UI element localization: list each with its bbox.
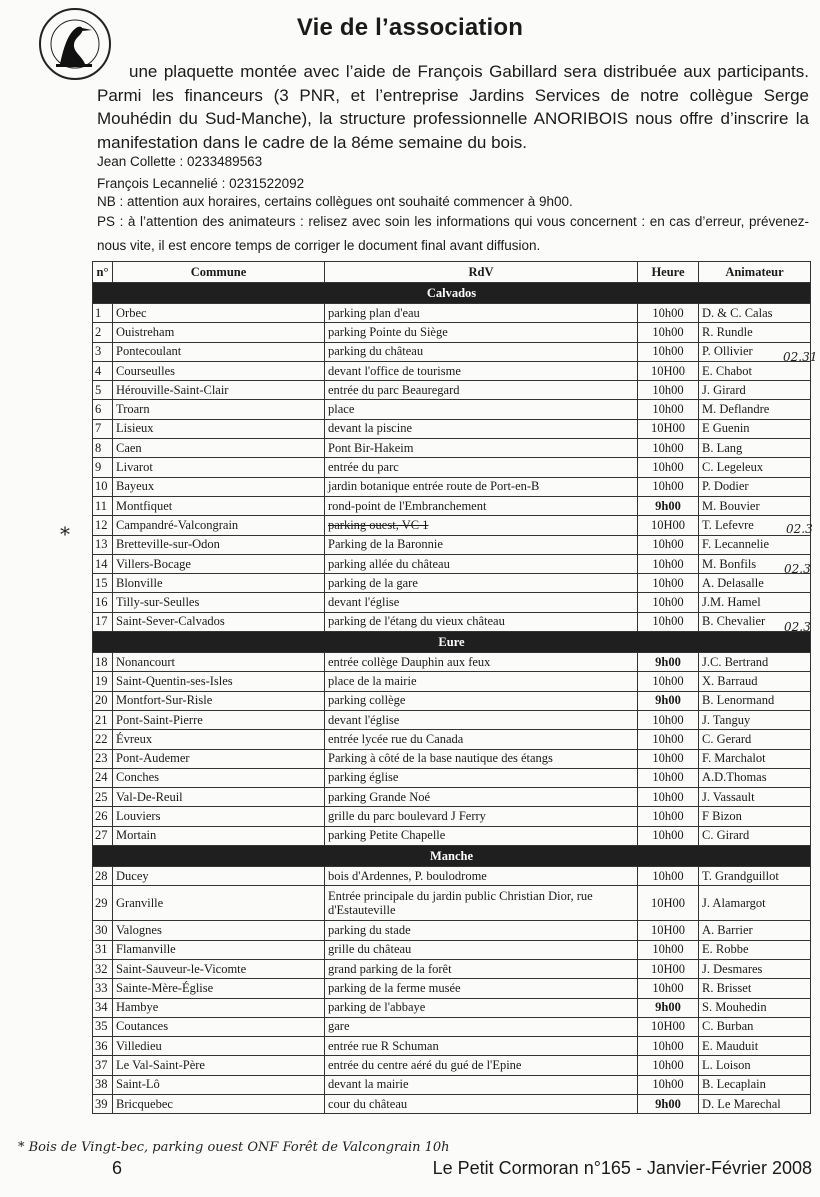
cell-animateur: B. Chevalier <box>699 612 811 631</box>
cell-rdv: entrée du parc Beauregard <box>325 381 638 400</box>
handwritten-note-row3: 02.31 <box>783 350 818 364</box>
cell-commune: Valognes <box>113 921 325 940</box>
cell-heure: 10h00 <box>638 381 699 400</box>
cell-num: 1 <box>93 304 113 323</box>
cell-animateur: M. Deflandre <box>699 400 811 419</box>
table-header-row <box>93 262 811 283</box>
cell-commune: Bretteville-sur-Odon <box>113 535 325 554</box>
cell-heure: 10h00 <box>638 1056 699 1075</box>
cell-heure: 10H00 <box>638 886 699 921</box>
cell-num: 7 <box>93 419 113 438</box>
cell-rdv: parking de la ferme musée <box>325 979 638 998</box>
publication-name: Le Petit Cormoran n°165 - Janvier-Février 2008 <box>432 1158 812 1178</box>
cell-num: 35 <box>93 1017 113 1036</box>
cell-animateur: J. Tanguy <box>699 710 811 729</box>
cell-rdv: parking ouest, VC 1 <box>325 516 638 535</box>
table-row <box>93 1017 811 1036</box>
cell-commune: Tilly-sur-Seulles <box>113 593 325 612</box>
table-row <box>93 730 811 749</box>
cell-num: 17 <box>93 612 113 631</box>
table-row <box>93 807 811 826</box>
cell-animateur: J. Vassault <box>699 788 811 807</box>
cell-rdv: Parking de la Baronnie <box>325 535 638 554</box>
cell-animateur: E. Mauduit <box>699 1037 811 1056</box>
cell-rdv: grille du château <box>325 940 638 959</box>
cell-commune: Nonancourt <box>113 653 325 672</box>
cell-animateur: T. Lefevre <box>699 516 811 535</box>
cell-commune: Le Val-Saint-Père <box>113 1056 325 1075</box>
cell-animateur: J.C. Bertrand <box>699 653 811 672</box>
cell-animateur: X. Barraud <box>699 672 811 691</box>
cell-num: 9 <box>93 458 113 477</box>
contact-francois-lecannelie: François Lecannelié : 0231522092 <box>97 176 305 191</box>
cell-heure: 10h00 <box>638 672 699 691</box>
cell-commune: Louviers <box>113 807 325 826</box>
cell-commune: Évreux <box>113 730 325 749</box>
cell-heure: 10h00 <box>638 574 699 593</box>
cell-animateur: J. Desmares <box>699 959 811 978</box>
cell-num: 26 <box>93 807 113 826</box>
cell-num: 37 <box>93 1056 113 1075</box>
section-row-calvados <box>93 283 811 304</box>
cell-num: 14 <box>93 554 113 573</box>
cell-animateur: A.D.Thomas <box>699 768 811 787</box>
cell-commune: Val-De-Reuil <box>113 788 325 807</box>
cell-num: 10 <box>93 477 113 496</box>
cell-rdv: parking Pointe du Siège <box>325 323 638 342</box>
cell-heure: 10h00 <box>638 979 699 998</box>
cell-heure: 10h00 <box>638 554 699 573</box>
cell-heure: 10H00 <box>638 516 699 535</box>
cell-commune: Hambye <box>113 998 325 1017</box>
cell-heure: 10h00 <box>638 1037 699 1056</box>
section-title: Manche <box>93 846 811 867</box>
cell-rdv: devant l'église <box>325 710 638 729</box>
cell-heure: 9h00 <box>638 653 699 672</box>
cell-rdv: parking de la gare <box>325 574 638 593</box>
cell-commune: Saint-Quentin-ses-Isles <box>113 672 325 691</box>
cell-rdv: Parking à côté de la base nautique des étangs <box>325 749 638 768</box>
cell-heure: 10h00 <box>638 788 699 807</box>
table-row <box>93 940 811 959</box>
cell-commune: Blonville <box>113 574 325 593</box>
header-num: n° <box>93 262 113 283</box>
table-row <box>93 496 811 515</box>
cell-animateur: S. Mouhedin <box>699 998 811 1017</box>
cell-animateur: C. Legeleux <box>699 458 811 477</box>
schedule-table <box>92 261 810 1134</box>
cell-animateur: M. Bouvier <box>699 496 811 515</box>
cell-heure: 10h00 <box>638 612 699 631</box>
cell-rdv: parking du stade <box>325 921 638 940</box>
intro-paragraph: une plaquette montée avec l’aide de François Gabillard sera distribuée aux participants. Parmi les financeurs (3 PNR, et l’entreprise Jardins Services de notre collègue Serge Mouhédin du Sud-Manche), la structure professionnelle ANORIBOIS nous offre d’inscrire la manifestation dans le cadre de la 8éme semaine du bois. <box>97 62 809 152</box>
cell-commune: Troarn <box>113 400 325 419</box>
table-row <box>93 400 811 419</box>
cell-heure: 10h00 <box>638 535 699 554</box>
table-row <box>93 1075 811 1094</box>
cell-commune: Montfort-Sur-Risle <box>113 691 325 710</box>
table-row <box>93 574 811 593</box>
handwritten-note-row17: 02.3 <box>784 620 811 634</box>
cell-heure: 10h00 <box>638 1075 699 1094</box>
cell-num: 5 <box>93 381 113 400</box>
cell-num: 8 <box>93 439 113 458</box>
table-row <box>93 381 811 400</box>
cell-animateur: P. Dodier <box>699 477 811 496</box>
table-row <box>93 788 811 807</box>
cell-num: 28 <box>93 867 113 886</box>
cell-heure: 10h00 <box>638 940 699 959</box>
cell-rdv: Entrée principale du jardin public Christian Dior, rue d'Estauteville <box>325 886 638 921</box>
cell-animateur: R. Brisset <box>699 979 811 998</box>
cell-rdv: parking Petite Chapelle <box>325 826 638 845</box>
section-row-eure <box>93 632 811 653</box>
cell-num: 15 <box>93 574 113 593</box>
cell-animateur: J. Alamargot <box>699 886 811 921</box>
cell-rdv: gare <box>325 1017 638 1036</box>
cell-rdv: parking plan d'eau <box>325 304 638 323</box>
table-row <box>93 826 811 845</box>
cell-heure: 10h00 <box>638 342 699 361</box>
cell-animateur: B. Lenormand <box>699 691 811 710</box>
table-row <box>93 612 811 631</box>
cell-heure: 9h00 <box>638 1094 699 1113</box>
cell-rdv: parking collège <box>325 691 638 710</box>
cell-heure: 10h00 <box>638 867 699 886</box>
cell-commune: Pontecoulant <box>113 342 325 361</box>
table-row <box>93 749 811 768</box>
header-animateur: Animateur <box>699 262 811 283</box>
nb-note: NB : attention aux horaires, certains collègues ont souhaité commencer à 9h00. <box>97 194 573 209</box>
cell-rdv: devant la mairie <box>325 1075 638 1094</box>
handwritten-note-row14: 02.3 <box>784 562 811 576</box>
contact-jean-collette: Jean Collette : 0233489563 <box>97 154 263 169</box>
cell-rdv: entrée lycée rue du Canada <box>325 730 638 749</box>
cell-rdv: grand parking de la forêt <box>325 959 638 978</box>
cell-heure: 10h00 <box>638 439 699 458</box>
table-row <box>93 554 811 573</box>
cell-num: 3 <box>93 342 113 361</box>
cell-rdv: place de la mairie <box>325 672 638 691</box>
table-row <box>93 477 811 496</box>
cell-rdv: devant l'office de tourisme <box>325 361 638 380</box>
cell-commune: Mortain <box>113 826 325 845</box>
table-row <box>93 1056 811 1075</box>
page-number: 6 <box>112 1158 123 1178</box>
cell-num: 32 <box>93 959 113 978</box>
cell-animateur: C. Gerard <box>699 730 811 749</box>
cell-animateur: M. Bonfils <box>699 554 811 573</box>
cell-animateur: C. Girard <box>699 826 811 845</box>
table-row <box>93 1037 811 1056</box>
table-row <box>93 304 811 323</box>
cell-num: 12 <box>93 516 113 535</box>
cell-rdv: rond-point de l'Embranchement <box>325 496 638 515</box>
cell-heure: 10h00 <box>638 730 699 749</box>
cell-animateur: D. Le Marechal <box>699 1094 811 1113</box>
cell-num: 38 <box>93 1075 113 1094</box>
cell-num: 2 <box>93 323 113 342</box>
cell-commune: Hérouville-Saint-Clair <box>113 381 325 400</box>
cell-animateur: A. Delasalle <box>699 574 811 593</box>
cell-animateur: F. Marchalot <box>699 749 811 768</box>
cell-heure: 10H00 <box>638 361 699 380</box>
section-title: Calvados <box>93 283 811 304</box>
cell-commune: Pont-Saint-Pierre <box>113 710 325 729</box>
table-row <box>93 672 811 691</box>
cell-commune: Ducey <box>113 867 325 886</box>
page-title: Vie de l’association <box>296 14 524 41</box>
cell-heure: 10H00 <box>638 921 699 940</box>
cell-commune: Villedieu <box>113 1037 325 1056</box>
cell-rdv: parking de l'abbaye <box>325 998 638 1017</box>
cell-heure: 10h00 <box>638 768 699 787</box>
cell-num: 23 <box>93 749 113 768</box>
cell-commune: Conches <box>113 768 325 787</box>
cell-animateur: C. Burban <box>699 1017 811 1036</box>
cell-num: 34 <box>93 998 113 1017</box>
cell-commune: Saint-Lô <box>113 1075 325 1094</box>
cell-rdv: parking Grande Noé <box>325 788 638 807</box>
cell-rdv: parking allée du château <box>325 554 638 573</box>
cell-heure: 9h00 <box>638 998 699 1017</box>
cell-animateur: T. Grandguillot <box>699 867 811 886</box>
cell-heure: 10H00 <box>638 419 699 438</box>
cell-animateur: E Guenin <box>699 419 811 438</box>
table-row <box>93 768 811 787</box>
cell-num: 39 <box>93 1094 113 1113</box>
handwritten-note-row12: 02.3 <box>786 522 813 536</box>
cell-rdv: jardin botanique entrée route de Port-en-B <box>325 477 638 496</box>
cell-heure: 10H00 <box>638 959 699 978</box>
cell-rdv: entrée collège Dauphin aux feux <box>325 653 638 672</box>
cell-rdv: entrée du parc <box>325 458 638 477</box>
cell-num: 33 <box>93 979 113 998</box>
cell-heure: 10h00 <box>638 477 699 496</box>
cell-num: 21 <box>93 710 113 729</box>
cell-commune: Courseulles <box>113 361 325 380</box>
cell-commune: Bayeux <box>113 477 325 496</box>
cell-animateur: J. Girard <box>699 381 811 400</box>
cell-animateur: B. Lang <box>699 439 811 458</box>
cell-num: 18 <box>93 653 113 672</box>
cell-commune: Coutances <box>113 1017 325 1036</box>
cell-rdv: parking église <box>325 768 638 787</box>
cell-commune: Sainte-Mère-Église <box>113 979 325 998</box>
cell-heure: 9h00 <box>638 691 699 710</box>
cell-rdv: bois d'Ardennes, P. boulodrome <box>325 867 638 886</box>
cell-num: 11 <box>93 496 113 515</box>
table-row <box>93 458 811 477</box>
table-row <box>93 516 811 535</box>
cell-num: 24 <box>93 768 113 787</box>
cell-animateur: E. Chabot <box>699 361 811 380</box>
cell-animateur: A. Barrier <box>699 921 811 940</box>
cell-num: 16 <box>93 593 113 612</box>
cell-commune: Montfiquet <box>113 496 325 515</box>
cell-num: 25 <box>93 788 113 807</box>
cell-heure: 10h00 <box>638 826 699 845</box>
cell-rdv: Pont Bir-Hakeim <box>325 439 638 458</box>
cell-animateur: E. Robbe <box>699 940 811 959</box>
cell-rdv: entrée du centre aéré du gué de l'Epine <box>325 1056 638 1075</box>
cell-rdv: devant l'église <box>325 593 638 612</box>
cell-rdv: entrée rue R Schuman <box>325 1037 638 1056</box>
cell-heure: 10h00 <box>638 304 699 323</box>
table-row <box>93 998 811 1017</box>
cell-num: 20 <box>93 691 113 710</box>
section-row-manche <box>93 846 811 867</box>
cell-heure: 10H00 <box>638 1017 699 1036</box>
cell-num: 29 <box>93 886 113 921</box>
cell-commune: Saint-Sever-Calvados <box>113 612 325 631</box>
cell-animateur: B. Lecaplain <box>699 1075 811 1094</box>
cell-commune: Orbec <box>113 304 325 323</box>
cell-animateur: D. & C. Calas <box>699 304 811 323</box>
cell-commune: Saint-Sauveur-le-Vicomte <box>113 959 325 978</box>
cell-commune: Lisieux <box>113 419 325 438</box>
table-row <box>93 710 811 729</box>
header-heure: Heure <box>638 262 699 283</box>
table-row <box>93 867 811 886</box>
cell-animateur: F. Lecannelie <box>699 535 811 554</box>
table-row <box>93 921 811 940</box>
cell-commune: Campandré-Valcongrain <box>113 516 325 535</box>
table-row <box>93 323 811 342</box>
cell-num: 27 <box>93 826 113 845</box>
handwritten-footnote: * Bois de Vingt-bec, parking ouest ONF Forêt de Valcongrain 10h <box>18 1140 450 1155</box>
table-row <box>93 342 811 361</box>
table-row <box>93 419 811 438</box>
cell-heure: 10h00 <box>638 749 699 768</box>
table-row <box>93 361 811 380</box>
cell-animateur: F Bizon <box>699 807 811 826</box>
table-row <box>93 959 811 978</box>
table-row <box>93 886 811 921</box>
cell-commune: Pont-Audemer <box>113 749 325 768</box>
cell-num: 6 <box>93 400 113 419</box>
cell-commune: Flamanville <box>113 940 325 959</box>
cell-commune: Villers-Bocage <box>113 554 325 573</box>
cell-num: 22 <box>93 730 113 749</box>
table-row <box>93 439 811 458</box>
table-row <box>93 653 811 672</box>
cell-num: 4 <box>93 361 113 380</box>
cell-rdv: grille du parc boulevard J Ferry <box>325 807 638 826</box>
table-row <box>93 691 811 710</box>
cell-commune: Ouistreham <box>113 323 325 342</box>
cell-commune: Bricquebec <box>113 1094 325 1113</box>
ps-note: PS : à l’attention des animateurs : relisez avec soin les informations qui vous concernent : en cas d’erreur, prévenez-nous vite, il est encore temps de corriger le document final avant diffusion. <box>97 214 809 253</box>
cell-heure: 10h00 <box>638 323 699 342</box>
cell-rdv: devant la piscine <box>325 419 638 438</box>
cell-commune: Caen <box>113 439 325 458</box>
cell-animateur: P. Ollivier <box>699 342 811 361</box>
cell-heure: 10h00 <box>638 593 699 612</box>
table-row <box>93 1094 811 1113</box>
header-commune: Commune <box>113 262 325 283</box>
cell-heure: 9h00 <box>638 496 699 515</box>
header-rdv: RdV <box>325 262 638 283</box>
table-row <box>93 979 811 998</box>
cell-commune: Livarot <box>113 458 325 477</box>
section-title: Eure <box>93 632 811 653</box>
cell-num: 31 <box>93 940 113 959</box>
cell-rdv: parking du château <box>325 342 638 361</box>
cell-num: 30 <box>93 921 113 940</box>
table-row <box>93 535 811 554</box>
cell-heure: 10h00 <box>638 458 699 477</box>
handwritten-star: * <box>60 522 70 546</box>
table-row <box>93 593 811 612</box>
cell-heure: 10h00 <box>638 710 699 729</box>
cell-animateur: L. Loison <box>699 1056 811 1075</box>
cell-heure: 10h00 <box>638 400 699 419</box>
cell-animateur: J.M. Hamel <box>699 593 811 612</box>
cell-num: 19 <box>93 672 113 691</box>
cell-commune: Granville <box>113 886 325 921</box>
cell-animateur: R. Rundle <box>699 323 811 342</box>
cell-num: 13 <box>93 535 113 554</box>
cell-rdv: cour du château <box>325 1094 638 1113</box>
cell-num: 36 <box>93 1037 113 1056</box>
cell-rdv: place <box>325 400 638 419</box>
cell-rdv: parking de l'étang du vieux château <box>325 612 638 631</box>
cell-heure: 10h00 <box>638 807 699 826</box>
